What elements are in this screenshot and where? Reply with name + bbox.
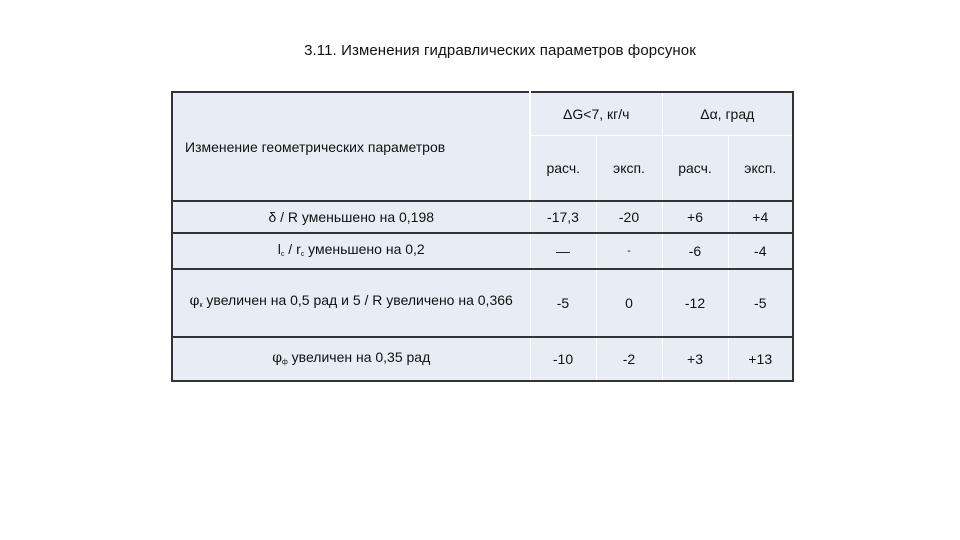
header-dalpha-cell (662, 92, 793, 135)
dg-exp-cell: 0 (596, 269, 662, 337)
table-row (172, 337, 793, 381)
header-da-exp: эксп. (728, 135, 793, 201)
param-subscript: ф (282, 359, 288, 366)
param-cell (172, 201, 530, 233)
dg-calc-cell: -17,3 (530, 201, 596, 233)
param-separator: / r (284, 241, 301, 257)
param-cell (172, 337, 530, 381)
dg-calc-cell: -5 (530, 269, 596, 337)
header-da-calc: расч. (662, 135, 728, 201)
table-row (172, 201, 793, 233)
da-calc-cell: -6 (662, 233, 728, 269)
header-dg-exp: эксп. (596, 135, 662, 201)
param-subscript: к (199, 302, 203, 309)
param-text: увеличен на 0,35 рад (287, 349, 431, 365)
param-text: увеличен на 0,5 рад и 5 / R увеличено на 0,366 (202, 292, 513, 308)
da-calc-cell: +6 (662, 201, 728, 233)
param-cell (172, 233, 530, 269)
table-row (172, 269, 793, 337)
da-exp-cell: -4 (728, 233, 793, 269)
da-exp-cell: +13 (728, 337, 793, 381)
da-calc-cell: -12 (662, 269, 728, 337)
param-symbol: l (277, 241, 281, 257)
da-exp-cell: -5 (728, 269, 793, 337)
header-dalpha-label: Δα, град (700, 105, 755, 122)
dg-calc-cell: -10 (530, 337, 596, 381)
dg-exp-cell: -20 (596, 201, 662, 233)
param-cell (172, 269, 530, 337)
dg-calc-cell: — (530, 233, 596, 269)
param-text: уменьшено на 0,2 (304, 241, 425, 257)
table-title: 3.11. Изменения гидравлических параметров форсунок (304, 42, 696, 59)
dg-exp-cell: - (596, 233, 662, 269)
header-param-cell (172, 92, 530, 201)
param-text: δ / R уменьшено на 0,198 (268, 209, 435, 225)
table-row (172, 233, 793, 269)
header-dg-label: ΔG<7, кг/ч (563, 105, 630, 122)
param-subscript: c (300, 251, 305, 258)
param-subscript: c (280, 251, 285, 258)
parameters-table (171, 91, 794, 382)
header-param-label: Изменение геометрических параметров (185, 138, 446, 155)
header-dg-cell (530, 92, 662, 135)
da-exp-cell: +4 (728, 201, 793, 233)
header-row-1 (172, 92, 793, 135)
dg-exp-cell: -2 (596, 337, 662, 381)
header-dg-calc: расч. (530, 135, 596, 201)
param-symbol: φ (189, 293, 200, 309)
da-calc-cell: +3 (662, 337, 728, 381)
param-symbol: φ (272, 350, 283, 366)
